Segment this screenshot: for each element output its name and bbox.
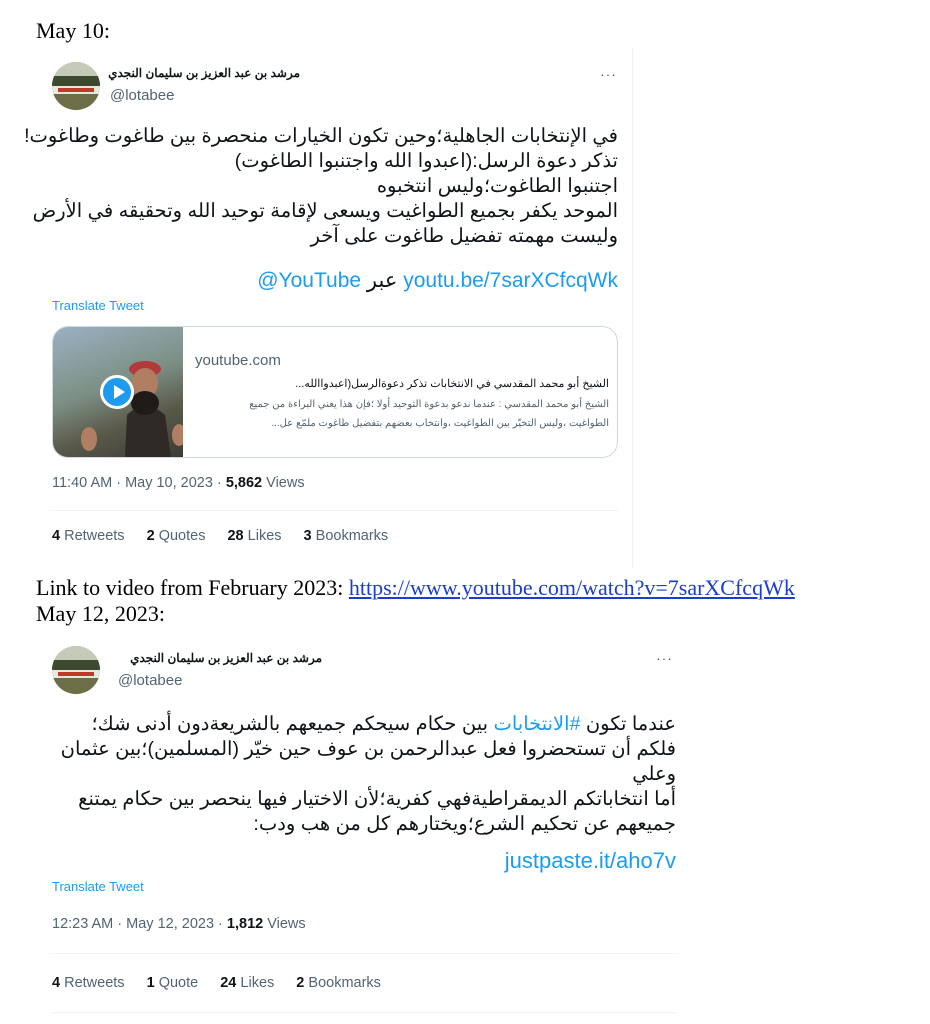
timestamp-text: 11:40 AM · May 10, 2023 · [52, 475, 226, 491]
youtube-url-link[interactable]: youtu.be/7sarXCfcqWk [403, 269, 618, 292]
more-options-icon[interactable]: ··· [600, 66, 617, 82]
views-label: Views [263, 916, 306, 932]
tweet-text-line: فلكم أن تستحضروا فعل عبدالرحمن بن عوف حين خيّر (المسلمين)؛بين عثمان [60, 738, 676, 760]
card-description-line: الشيخ أبو محمد المقدسي : عندما ندعو بدعوة التوحيد أولا ؛فإن هذا يعني البراءة من جميع [249, 399, 609, 410]
tweet-text-line: عندما تكون #الانتخابات بين حكام سيحكم جميعهم بالشريعةدون أدنى شك؛ [91, 713, 676, 735]
card-description [195, 395, 609, 433]
youtube-mention-link[interactable]: @YouTube [257, 269, 362, 292]
justpaste-link[interactable]: justpaste.it/aho7v [504, 848, 676, 873]
avatar[interactable] [52, 62, 100, 110]
tweet-text-line: اجتنبوا الطاغوت؛وليس انتخبوه [376, 175, 618, 197]
via-label: عبر [366, 269, 398, 292]
link-preview-card[interactable] [52, 326, 618, 458]
video-link-paragraph [36, 575, 795, 601]
tweet-text-line: تذكر دعوة الرسل:(اعبدوا الله واجتنبوا الطاغوت) [234, 150, 618, 172]
likes-stat[interactable]: 24 Likes [220, 975, 275, 991]
username-handle[interactable]: @lotabee [110, 87, 175, 104]
tweet-timestamp[interactable] [52, 916, 306, 932]
tweet-text-line: أما انتخاباتكم الديمقراطيةفهي كفرية؛لأن الاختيار فيها ينحصر بين حكام يمتنع [78, 788, 676, 810]
translate-tweet-link[interactable]: Translate Tweet [52, 879, 144, 894]
tweet-stats [52, 975, 399, 991]
tweet-text [52, 712, 676, 837]
video-link[interactable]: https://www.youtube.com/watch?v=7sarXCfcqWk [348, 575, 795, 600]
username-handle[interactable]: @lotabee [118, 672, 183, 689]
bookmarks-stat[interactable]: 3 Bookmarks [303, 528, 389, 544]
hashtag-link[interactable]: #الانتخابات [493, 713, 581, 735]
video-thumbnail [53, 327, 183, 457]
views-count: 1,812 [226, 916, 264, 932]
avatar[interactable] [52, 646, 100, 694]
more-options-icon[interactable]: ··· [656, 650, 673, 666]
views-label: Views [262, 475, 305, 491]
tweet-text-line: الموحد يكفر بجميع الطواغيت ويسعى لإقامة توحيد الله وتحقيقه في الأرض [32, 200, 618, 222]
heading-may-12: May 12, 2023: [36, 601, 165, 626]
card-domain: youtube.com [195, 352, 281, 369]
tweet-link-line [52, 268, 618, 293]
views-count: 5,862 [225, 475, 263, 491]
tweet-1-border [632, 48, 633, 568]
divider [52, 953, 676, 954]
tweet-text-line: في الإنتخابات الجاهلية؛وحين تكون الخيارات منحصرة بين طاغوت وطاغوت! [24, 125, 618, 147]
play-icon[interactable] [100, 375, 134, 409]
retweets-stat[interactable]: 4 Retweets [52, 528, 125, 544]
display-name[interactable]: مرشد بن عبد العزيز بن سليمان النجدي [130, 651, 322, 665]
tweet-text [24, 124, 618, 249]
translate-tweet-link[interactable]: Translate Tweet [52, 298, 144, 313]
heading-may-10: May 10: [36, 18, 110, 43]
tweet-text-line: وليست مهمته تفضيل طاغوت على آخر [310, 225, 618, 247]
quotes-stat[interactable]: 1 Quote [146, 975, 199, 991]
avatar-image [52, 62, 100, 110]
likes-stat[interactable]: 28 Likes [227, 528, 282, 544]
bookmarks-stat[interactable]: 2 Bookmarks [296, 975, 381, 991]
display-name[interactable]: مرشد بن عبد العزيز بن سليمان النجدي [108, 66, 300, 80]
card-title: الشيخ أبو محمد المقدسي في الانتخابات تذكر دعوةالرسل(اعبدواالله... [295, 378, 609, 390]
divider [52, 1012, 676, 1013]
tweet-stats [52, 528, 406, 544]
avatar-image [52, 646, 100, 694]
video-link-prefix: Link to video from February 2023: [36, 575, 349, 600]
card-description-line: الطواغيت ،وليس التخيّر بين الطواغيت ،وانتخاب بعضهم بتفضيل طاغوت ملمّع عل... [271, 418, 609, 429]
tweet-text-line: جميعهم عن تحكيم الشرع؛ويختارهم كل من هب ودب: [253, 813, 676, 835]
quotes-stat[interactable]: 2 Quotes [146, 528, 206, 544]
tweet-timestamp[interactable] [52, 475, 305, 491]
tweet-text-line: وعلي [632, 763, 676, 785]
timestamp-text: 12:23 AM · May 12, 2023 · [52, 916, 227, 932]
retweets-stat[interactable]: 4 Retweets [52, 975, 125, 991]
divider [52, 510, 618, 511]
